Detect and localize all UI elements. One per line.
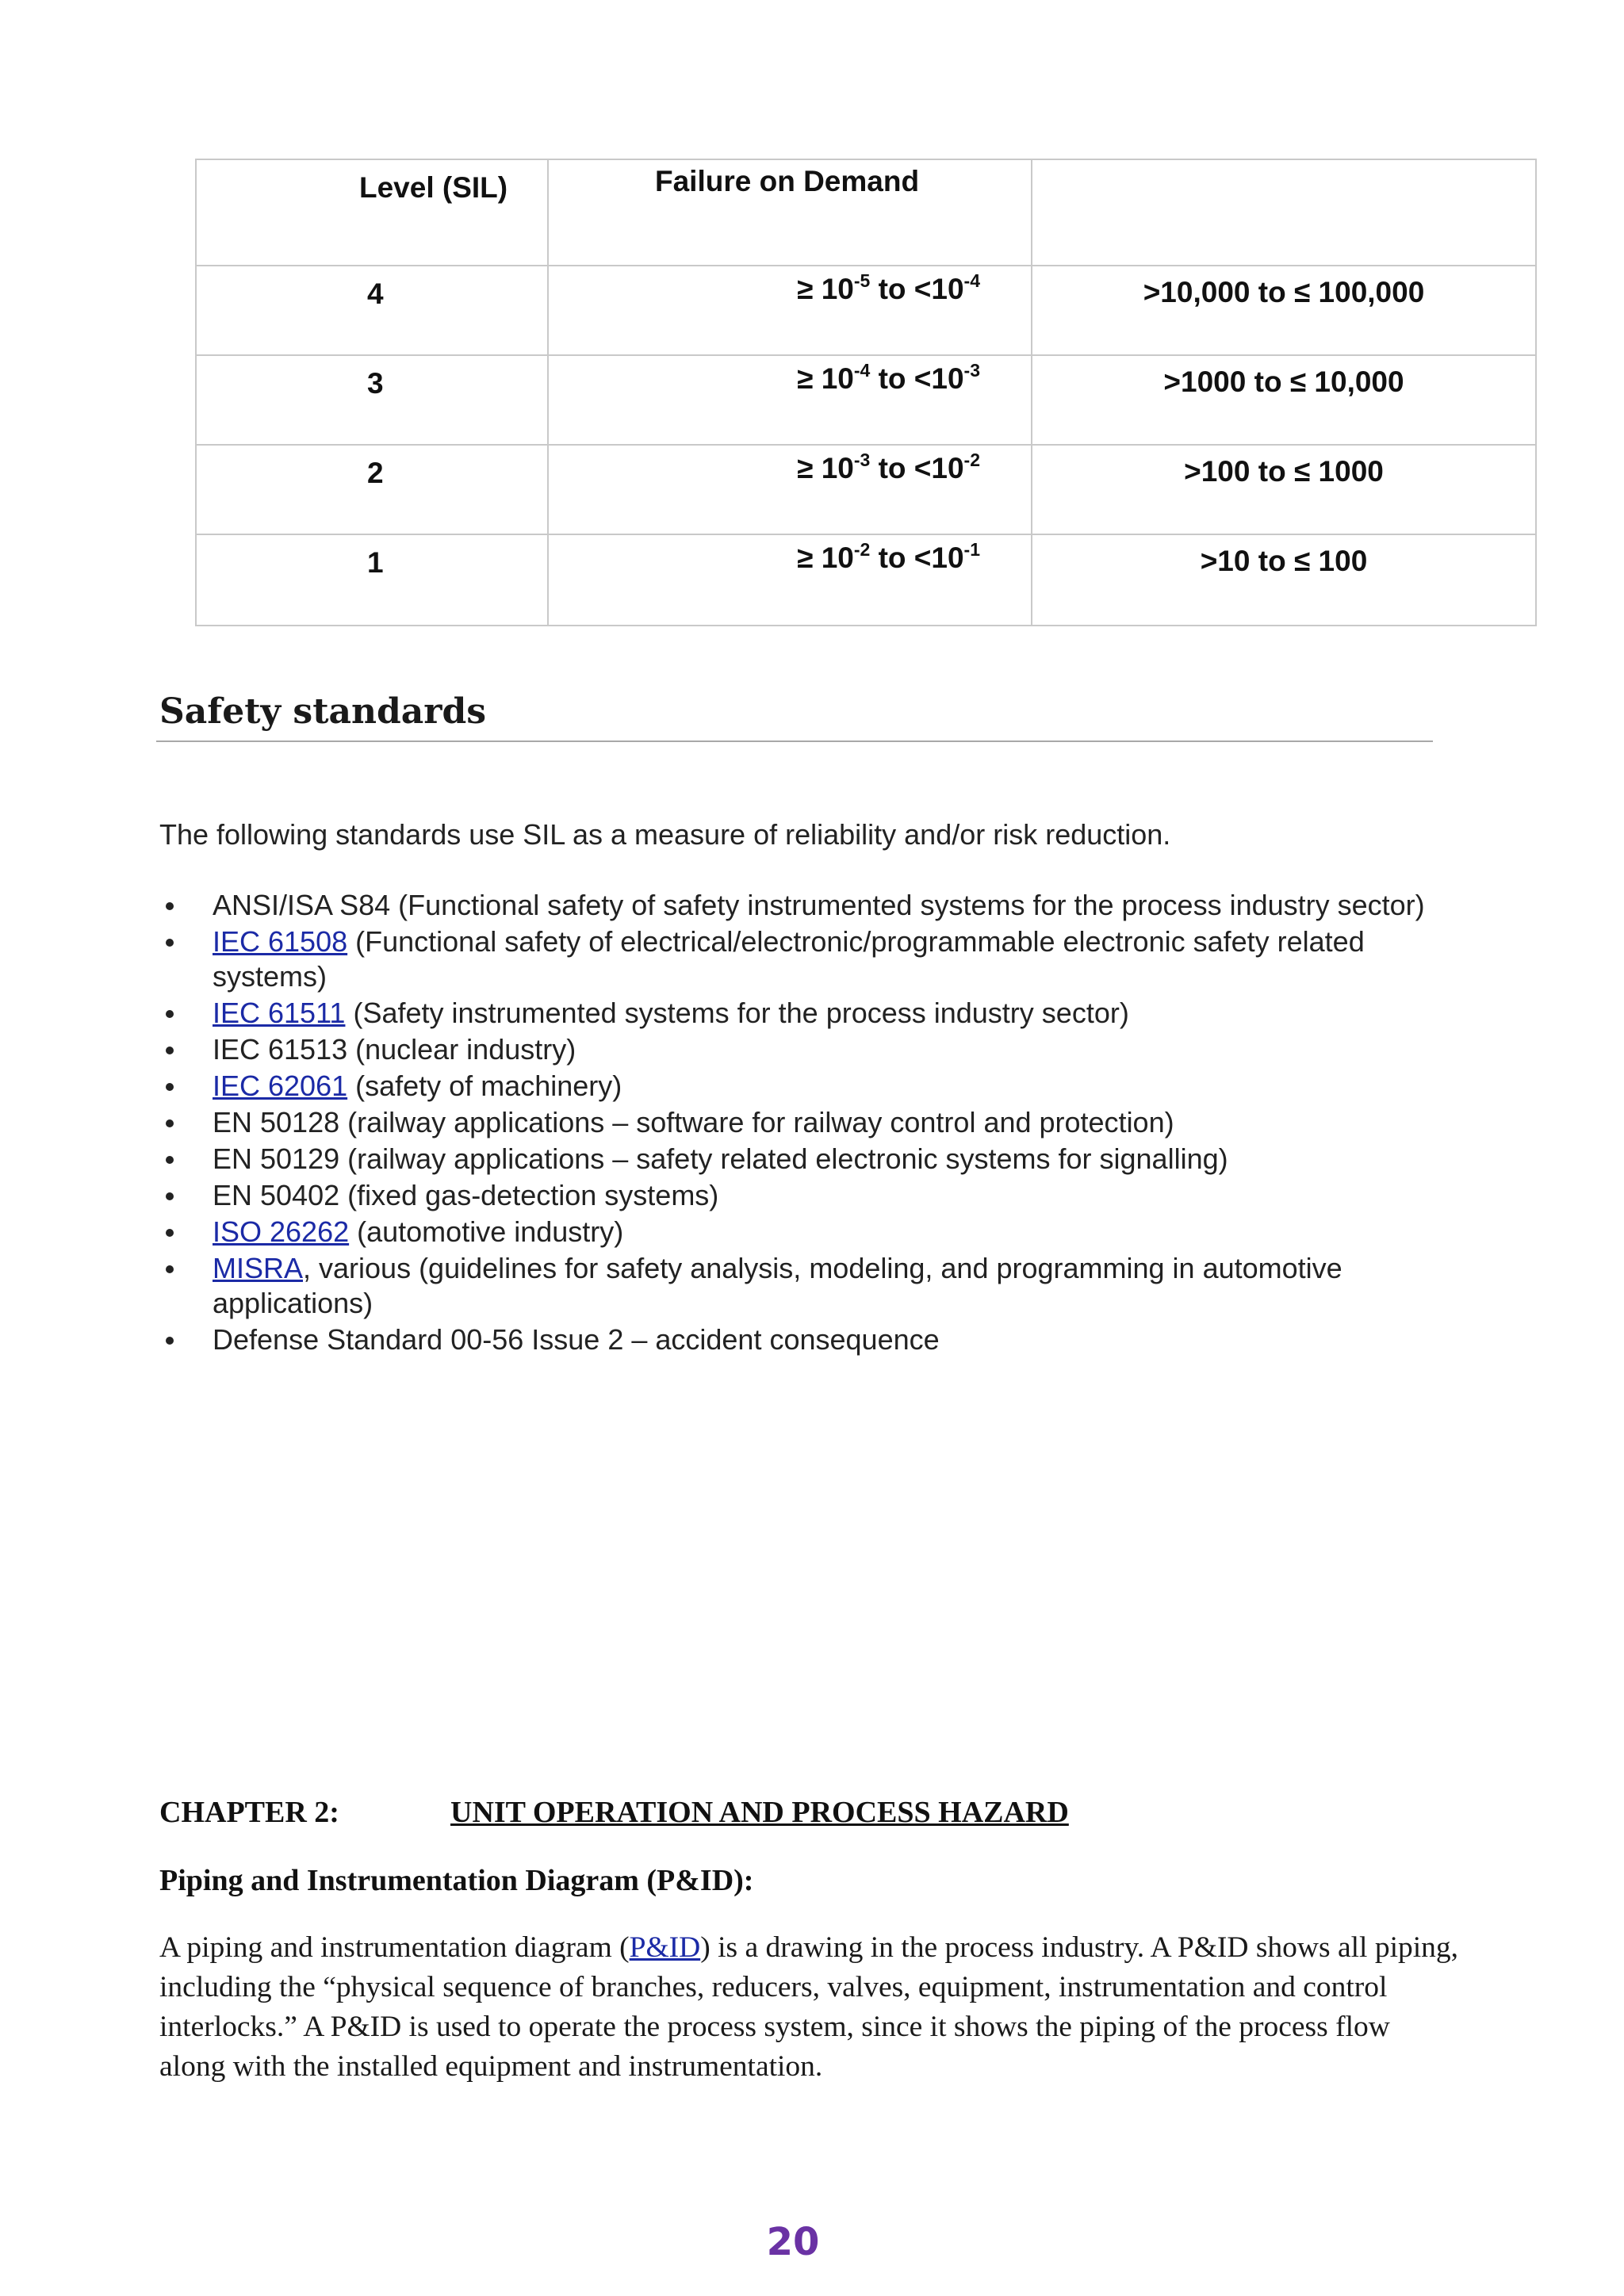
chapter-title: UNIT OPERATION AND PROCESS HAZARD [450,1796,1069,1829]
list-item: EN 50128 (railway applications – software for railway control and protection) [159,1105,1444,1140]
section-heading: Safety standards [159,691,487,732]
pid-paragraph: A piping and instrumentation diagram (P&ID) is a drawing in the process industry. A P&ID shows all piping, including the “physical sequence of branches, reducers, valves, equipment, instrumentation and control interlocks.” A P&ID is used to operate the process system, since it shows the piping of the process flow along with the installed equipment and instrumentation. [159,1931,1459,2083]
pfd-cell: ≥ $10^{-4}$ to $<10^{-3}$ [548,355,1032,445]
level-cell: 3 [196,355,548,445]
standards-list [159,888,1444,1359]
list-item: IEC 62061 (safety of machinery) [159,1069,1444,1104]
level-cell: 4 [196,266,548,355]
list-item: MISRA, various (guidelines for safety analysis, modeling, and programming in automotive applications) [159,1251,1444,1321]
standard-link[interactable]: IEC 61508 [213,925,348,958]
sil-table [195,159,1537,626]
header-pfd-cell: Failure on Demand [548,159,1032,266]
level-cell: 1 [196,534,548,626]
list-item: ANSI/ISA S84 (Functional safety of safety instrumented systems for the process industry sector) [159,888,1444,923]
header-rrf-cell [1032,159,1536,266]
standard-link[interactable]: IEC 62061 [213,1070,348,1102]
table-row [196,355,1536,445]
standard-link[interactable]: IEC 61511 [213,997,346,1029]
table-row [196,266,1536,355]
pfd-cell: ≥ $10^{-3}$ to $<10^{-2}$ [548,445,1032,534]
list-item: IEC 61508 (Functional safety of electrical/electronic/programmable electronic safety related systems) [159,924,1444,994]
list-item: IEC 61513 (nuclear industry) [159,1032,1444,1067]
sil-table-header-row [196,159,1536,266]
list-item: EN 50402 (fixed gas-detection systems) [159,1178,1444,1213]
level-cell: 2 [196,445,548,534]
pfd-cell: ≥ $10^{-2}$ to $<10^{-1}$ [548,534,1032,626]
intro-paragraph: The following standards use SIL as a measure of reliability and/or risk reduction. [159,818,1171,851]
pid-link[interactable]: P&ID [629,1931,701,1964]
heading-divider [156,740,1433,742]
header-level-cell: Level (SIL) [196,159,548,266]
standard-link[interactable]: ISO 26262 [213,1215,350,1248]
list-item: ISO 26262 (automotive industry) [159,1215,1444,1249]
standard-link[interactable]: MISRA [213,1252,304,1284]
rrf-cell: >10 to ≤ 100 [1032,534,1536,626]
table-row [196,445,1536,534]
table-row [196,534,1536,626]
list-item: EN 50129 (railway applications – safety related electronic systems for signalling) [159,1142,1444,1177]
list-item: IEC 61511 (Safety instrumented systems for the process industry sector) [159,996,1444,1031]
list-item: Defense Standard 00-56 Issue 2 – accident consequence [159,1322,1444,1357]
page-number: 20 [766,2220,820,2264]
pfd-cell: ≥ $10^{-5}$ to $<10^{-4}$ [548,266,1032,355]
rrf-cell: >1000 to ≤ 10,000 [1032,355,1536,445]
rrf-cell: >100 to ≤ 1000 [1032,445,1536,534]
rrf-cell: >10,000 to ≤ 100,000 [1032,266,1536,355]
chapter-label: CHAPTER 2: [159,1796,339,1829]
pid-heading: Piping and Instrumentation Diagram (P&ID): [159,1864,754,1897]
